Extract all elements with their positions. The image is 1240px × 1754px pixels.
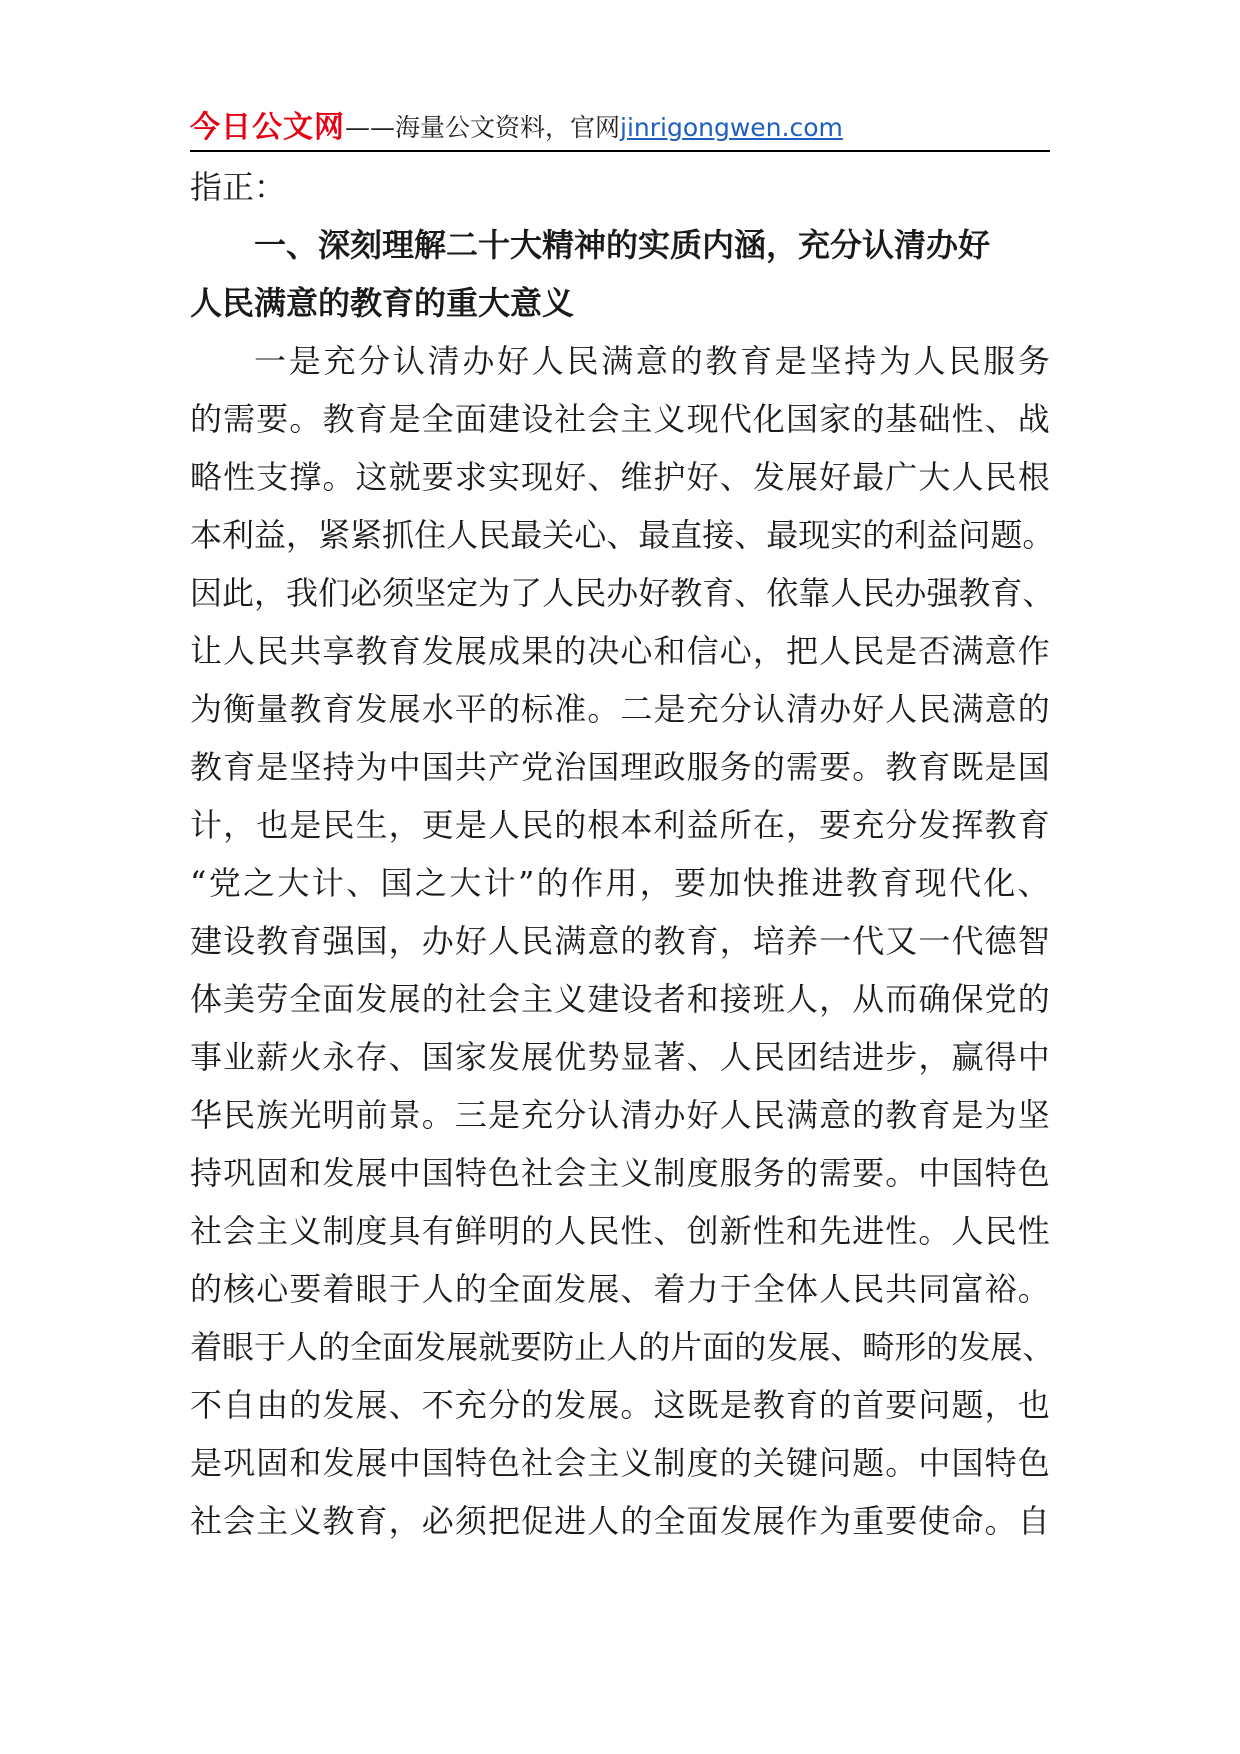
paragraph-line: 计 ， 也 是 民 生 ， 更 是 人 民 的 根 本 利 益 所 在 ， 要 充 分 发 挥 教 育 (190, 806, 1050, 844)
paragraph-line: 华 民 族 光 明 前 景 。 三 是 充 分 认 清 办 好 人 民 满 意 的 教 育 是 为 坚 (190, 1096, 1050, 1134)
document-body (190, 158, 1055, 1550)
paragraph-line: 不 自 由 的 发 展 、 不 充 分 的 发 展 。 这 既 是 教 育 的 首 要 问 题 ， 也 (190, 1386, 1050, 1424)
site-brand: 今日公文网 (190, 110, 345, 145)
paragraph-line: 社 会 主 义 制 度 具 有 鲜 明 的 人 民 性 、 创 新 性 和 先 进 性 。 人 民 性 (190, 1212, 1050, 1250)
paragraph-line: 让 人 民 共 享 教 育 发 展 成 果 的 决 心 和 信 心 ， 把 人 民 是 否 满 意 作 (190, 632, 1050, 670)
paragraph-line: 因 此 ， 我 们 必 须 坚 定 为 了 人 民 办 好 教 育 、 依 靠 人 民 办 强 教 育 、 (190, 574, 1055, 612)
paragraph-line: 一 是 充 分 认 清 办 好 人 民 满 意 的 教 育 是 坚 持 为 人 民 服 务 (254, 342, 1050, 380)
paragraph-line: 的 核 心 要 着 眼 于 人 的 全 面 发 展 、 着 力 于 全 体 人 民 共 同 富 裕 。 (190, 1270, 1050, 1308)
paragraph-line: 为 衡 量 教 育 发 展 水 平 的 标 准 。 二 是 充 分 认 清 办 好 人 民 满 意 的 (190, 690, 1050, 728)
paragraph-line: “ 党 之 大 计 、 国 之 大 计 ” 的 作 用 ， 要 加 快 推 进 教 育 现 代 化 、 (190, 864, 1050, 902)
site-link[interactable]: jinrigongwen.com (620, 113, 843, 142)
paragraph-line: 指正： (190, 168, 287, 206)
header-divider (190, 150, 1050, 152)
section-heading-line: 人民满意的教育的重大意义 (190, 284, 575, 322)
paragraph-line: 教 育 是 坚 持 为 中 国 共 产 党 治 国 理 政 服 务 的 需 要 。 教 育 既 是 国 (190, 748, 1050, 786)
paragraph-line: 是 巩 固 和 发 展 中 国 特 色 社 会 主 义 制 度 的 关 键 问 题 。 中 国 特 色 (190, 1444, 1050, 1482)
paragraph-line: 建 设 教 育 强 国 ， 办 好 人 民 满 意 的 教 育 ， 培 养 一 代 又 一 代 德 智 (190, 922, 1050, 960)
site-header (190, 100, 1050, 150)
paragraph-line: 体 美 劳 全 面 发 展 的 社 会 主 义 建 设 者 和 接 班 人 ， 从 而 确 保 党 的 (190, 980, 1050, 1018)
paragraph-line: 事 业 薪 火 永 存 、 国 家 发 展 优 势 显 著 、 人 民 团 结 进 步 ， 赢 得 中 (190, 1038, 1050, 1076)
paragraph-line: 持 巩 固 和 发 展 中 国 特 色 社 会 主 义 制 度 服 务 的 需 要 。 中 国 特 色 (190, 1154, 1050, 1192)
site-tagline: ——海量公文资料，官网 (345, 113, 621, 142)
section-heading-line: 一、深刻理解二十大精神的实质内涵，充分认清办好 (254, 226, 991, 264)
paragraph-line: 着 眼 于 人 的 全 面 发 展 就 要 防 止 人 的 片 面 的 发 展 、 畸 形 的 发 展 、 (190, 1328, 1055, 1366)
paragraph-line: 本 利 益 ， 紧 紧 抓 住 人 民 最 关 心 、 最 直 接 、 最 现 实 的 利 益 问 题 。 (190, 516, 1055, 554)
paragraph-line: 社 会 主 义 教 育 ， 必 须 把 促 进 人 的 全 面 发 展 作 为 重 要 使 命 。 自 (190, 1502, 1050, 1540)
paragraph-line: 的 需 要 。 教 育 是 全 面 建 设 社 会 主 义 现 代 化 国 家 的 基 础 性 、 战 (190, 400, 1050, 438)
paragraph-line: 略 性 支 撑 。 这 就 要 求 实 现 好 、 维 护 好 、 发 展 好 最 广 大 人 民 根 (190, 458, 1050, 496)
